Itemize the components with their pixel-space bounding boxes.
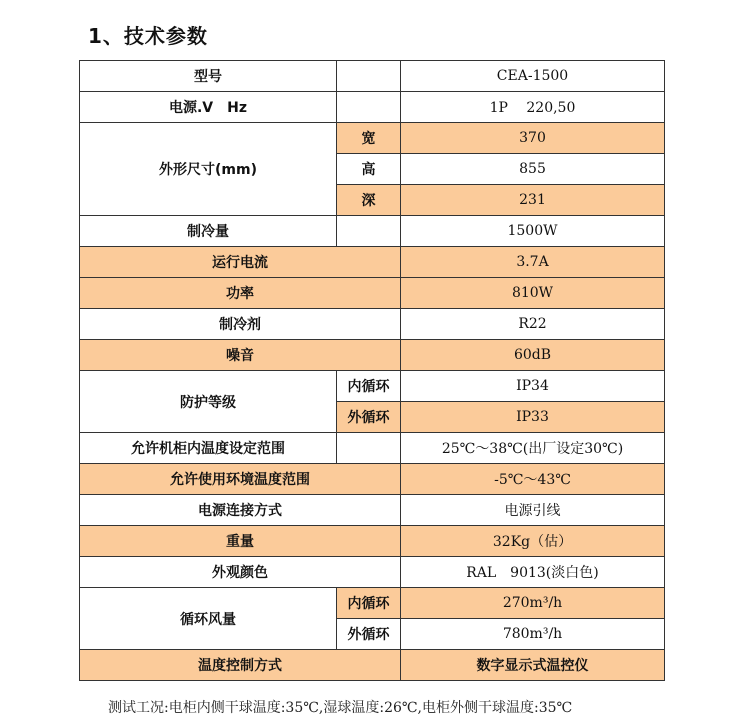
table-row: [80, 433, 665, 464]
table-row: [80, 588, 665, 619]
model-label: 型号: [80, 61, 337, 92]
airflow-inner-label: 内循环: [337, 588, 401, 619]
noise-value: 60dB: [401, 340, 665, 371]
table-row: [80, 495, 665, 526]
empty-cell: [337, 216, 401, 247]
empty-cell: [337, 61, 401, 92]
table-row: [80, 61, 665, 92]
depth-label: 深: [337, 185, 401, 216]
table-row: [80, 278, 665, 309]
power-label: 功率: [80, 278, 401, 309]
power-value: 810W: [401, 278, 665, 309]
section-heading: 1、技术参数: [88, 24, 208, 48]
refrigerant-value: R22: [401, 309, 665, 340]
temp-control-label: 温度控制方式: [80, 650, 401, 681]
running-current-value: 3.7A: [401, 247, 665, 278]
cabinet-temp-value: 25℃～38℃(出厂设定30℃): [401, 433, 665, 464]
cooling-capacity-label: 制冷量: [80, 216, 337, 247]
airflow-inner-value: 270m³/h: [401, 588, 665, 619]
table-row: [80, 247, 665, 278]
protection-outer-value: IP33: [401, 402, 665, 433]
cooling-capacity-value: 1500W: [401, 216, 665, 247]
width-value: 370: [401, 123, 665, 154]
running-current-label: 运行电流: [80, 247, 401, 278]
table-row: [80, 92, 665, 123]
noise-label: 噪音: [80, 340, 401, 371]
airflow-outer-label: 外循环: [337, 619, 401, 650]
cabinet-temp-label: 允许机柜内温度设定范围: [80, 433, 337, 464]
table-row: [80, 123, 665, 154]
table-row: [80, 464, 665, 495]
temp-control-value: 数字显示式温控仪: [401, 650, 665, 681]
color-label: 外观颜色: [80, 557, 401, 588]
table-row: [80, 309, 665, 340]
spec-table: [79, 60, 665, 681]
table-row: [80, 650, 665, 681]
test-conditions-note: 测试工况:电柜内侧干球温度:35℃,湿球温度:26℃,电柜外侧干球温度:35℃: [108, 700, 573, 716]
dimensions-label: 外形尺寸(mm): [80, 123, 337, 216]
table-row: [80, 216, 665, 247]
table-row: [80, 371, 665, 402]
table-row: [80, 557, 665, 588]
color-value: RAL 9013(淡白色): [401, 557, 665, 588]
table-row: [80, 340, 665, 371]
refrigerant-label: 制冷剂: [80, 309, 401, 340]
weight-label: 重量: [80, 526, 401, 557]
model-value: CEA-1500: [401, 61, 665, 92]
airflow-outer-value: 780m³/h: [401, 619, 665, 650]
empty-cell: [337, 92, 401, 123]
protection-inner-label: 内循环: [337, 371, 401, 402]
protection-label: 防护等级: [80, 371, 337, 433]
connection-label: 电源连接方式: [80, 495, 401, 526]
table-row: [80, 526, 665, 557]
weight-value: 32Kg（估）: [401, 526, 665, 557]
protection-outer-label: 外循环: [337, 402, 401, 433]
protection-inner-value: IP34: [401, 371, 665, 402]
depth-value: 231: [401, 185, 665, 216]
height-value: 855: [401, 154, 665, 185]
width-label: 宽: [337, 123, 401, 154]
height-label: 高: [337, 154, 401, 185]
connection-value: 电源引线: [401, 495, 665, 526]
empty-cell: [337, 433, 401, 464]
airflow-label: 循环风量: [80, 588, 337, 650]
ambient-temp-value: -5℃～43℃: [401, 464, 665, 495]
power-supply-value: 1P 220,50: [401, 92, 665, 123]
ambient-temp-label: 允许使用环境温度范围: [80, 464, 401, 495]
power-supply-label: 电源.V Hz: [80, 92, 337, 123]
